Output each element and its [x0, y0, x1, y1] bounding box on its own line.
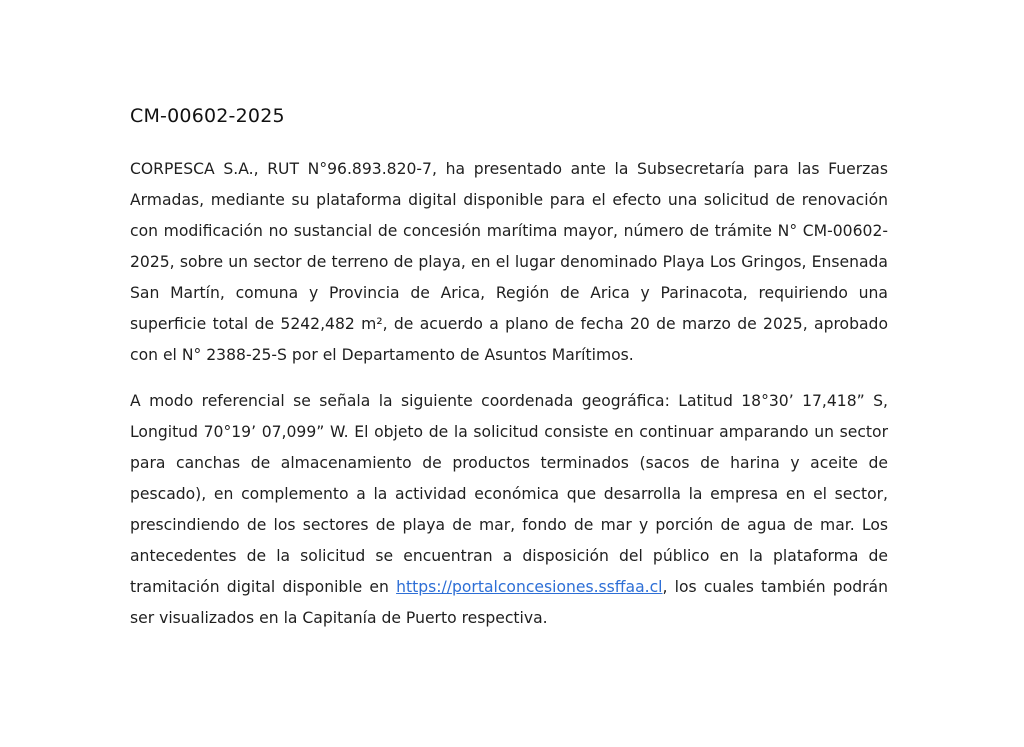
paragraph-details: [130, 386, 888, 634]
document-page: [130, 100, 888, 649]
paragraph-details-text: A modo referencial se señala la siguiente coordenada geográfica: Latitud 18°30’ 17,418” S, Longitud 70°19’ 07,099” W. El objeto de la solicitud consiste en continuar amparando un sector para canchas de almacenamiento de productos terminados (sacos de harina y aceite de pescado), en complemento a la actividad económica que desarrolla la empresa en el sector, prescindiendo de los sectores de playa de mar, fondo de mar y porción de agua de mar. Los antecedentes de la solicitud se encuentran a disposición del público en la plataforma de tramitación digital disponible en: [130, 392, 888, 596]
paragraph-request: CORPESCA S.A., RUT N°96.893.820-7, ha presentado ante la Subsecretaría para las Fuerzas Armadas, mediante su plataforma digital disponible para el efecto una solicitud de renovación con modificación no sustancial de concesión marítima mayor, número de trámite N° CM-00602-2025, sobre un sector de terreno de playa, en el lugar denominado Playa Los Gringos, Ensenada San Martín, comuna y Provincia de Arica, Región de Arica y Parinacota, requiriendo una superficie total de 5242,482 m², de acuerdo a plano de fecha 20 de marzo de 2025, aprobado con el N° 2388-25-S por el Departamento de Asuntos Marítimos.: [130, 160, 888, 364]
paragraph-details-tail: , los cuales también podrán ser visualizados en la Capitanía de Puerto respectiva.: [130, 578, 888, 627]
portal-link[interactable]: https://portalconcesiones.ssffaa.cl: [396, 578, 663, 596]
document-title: CM-00602-2025: [130, 105, 285, 127]
